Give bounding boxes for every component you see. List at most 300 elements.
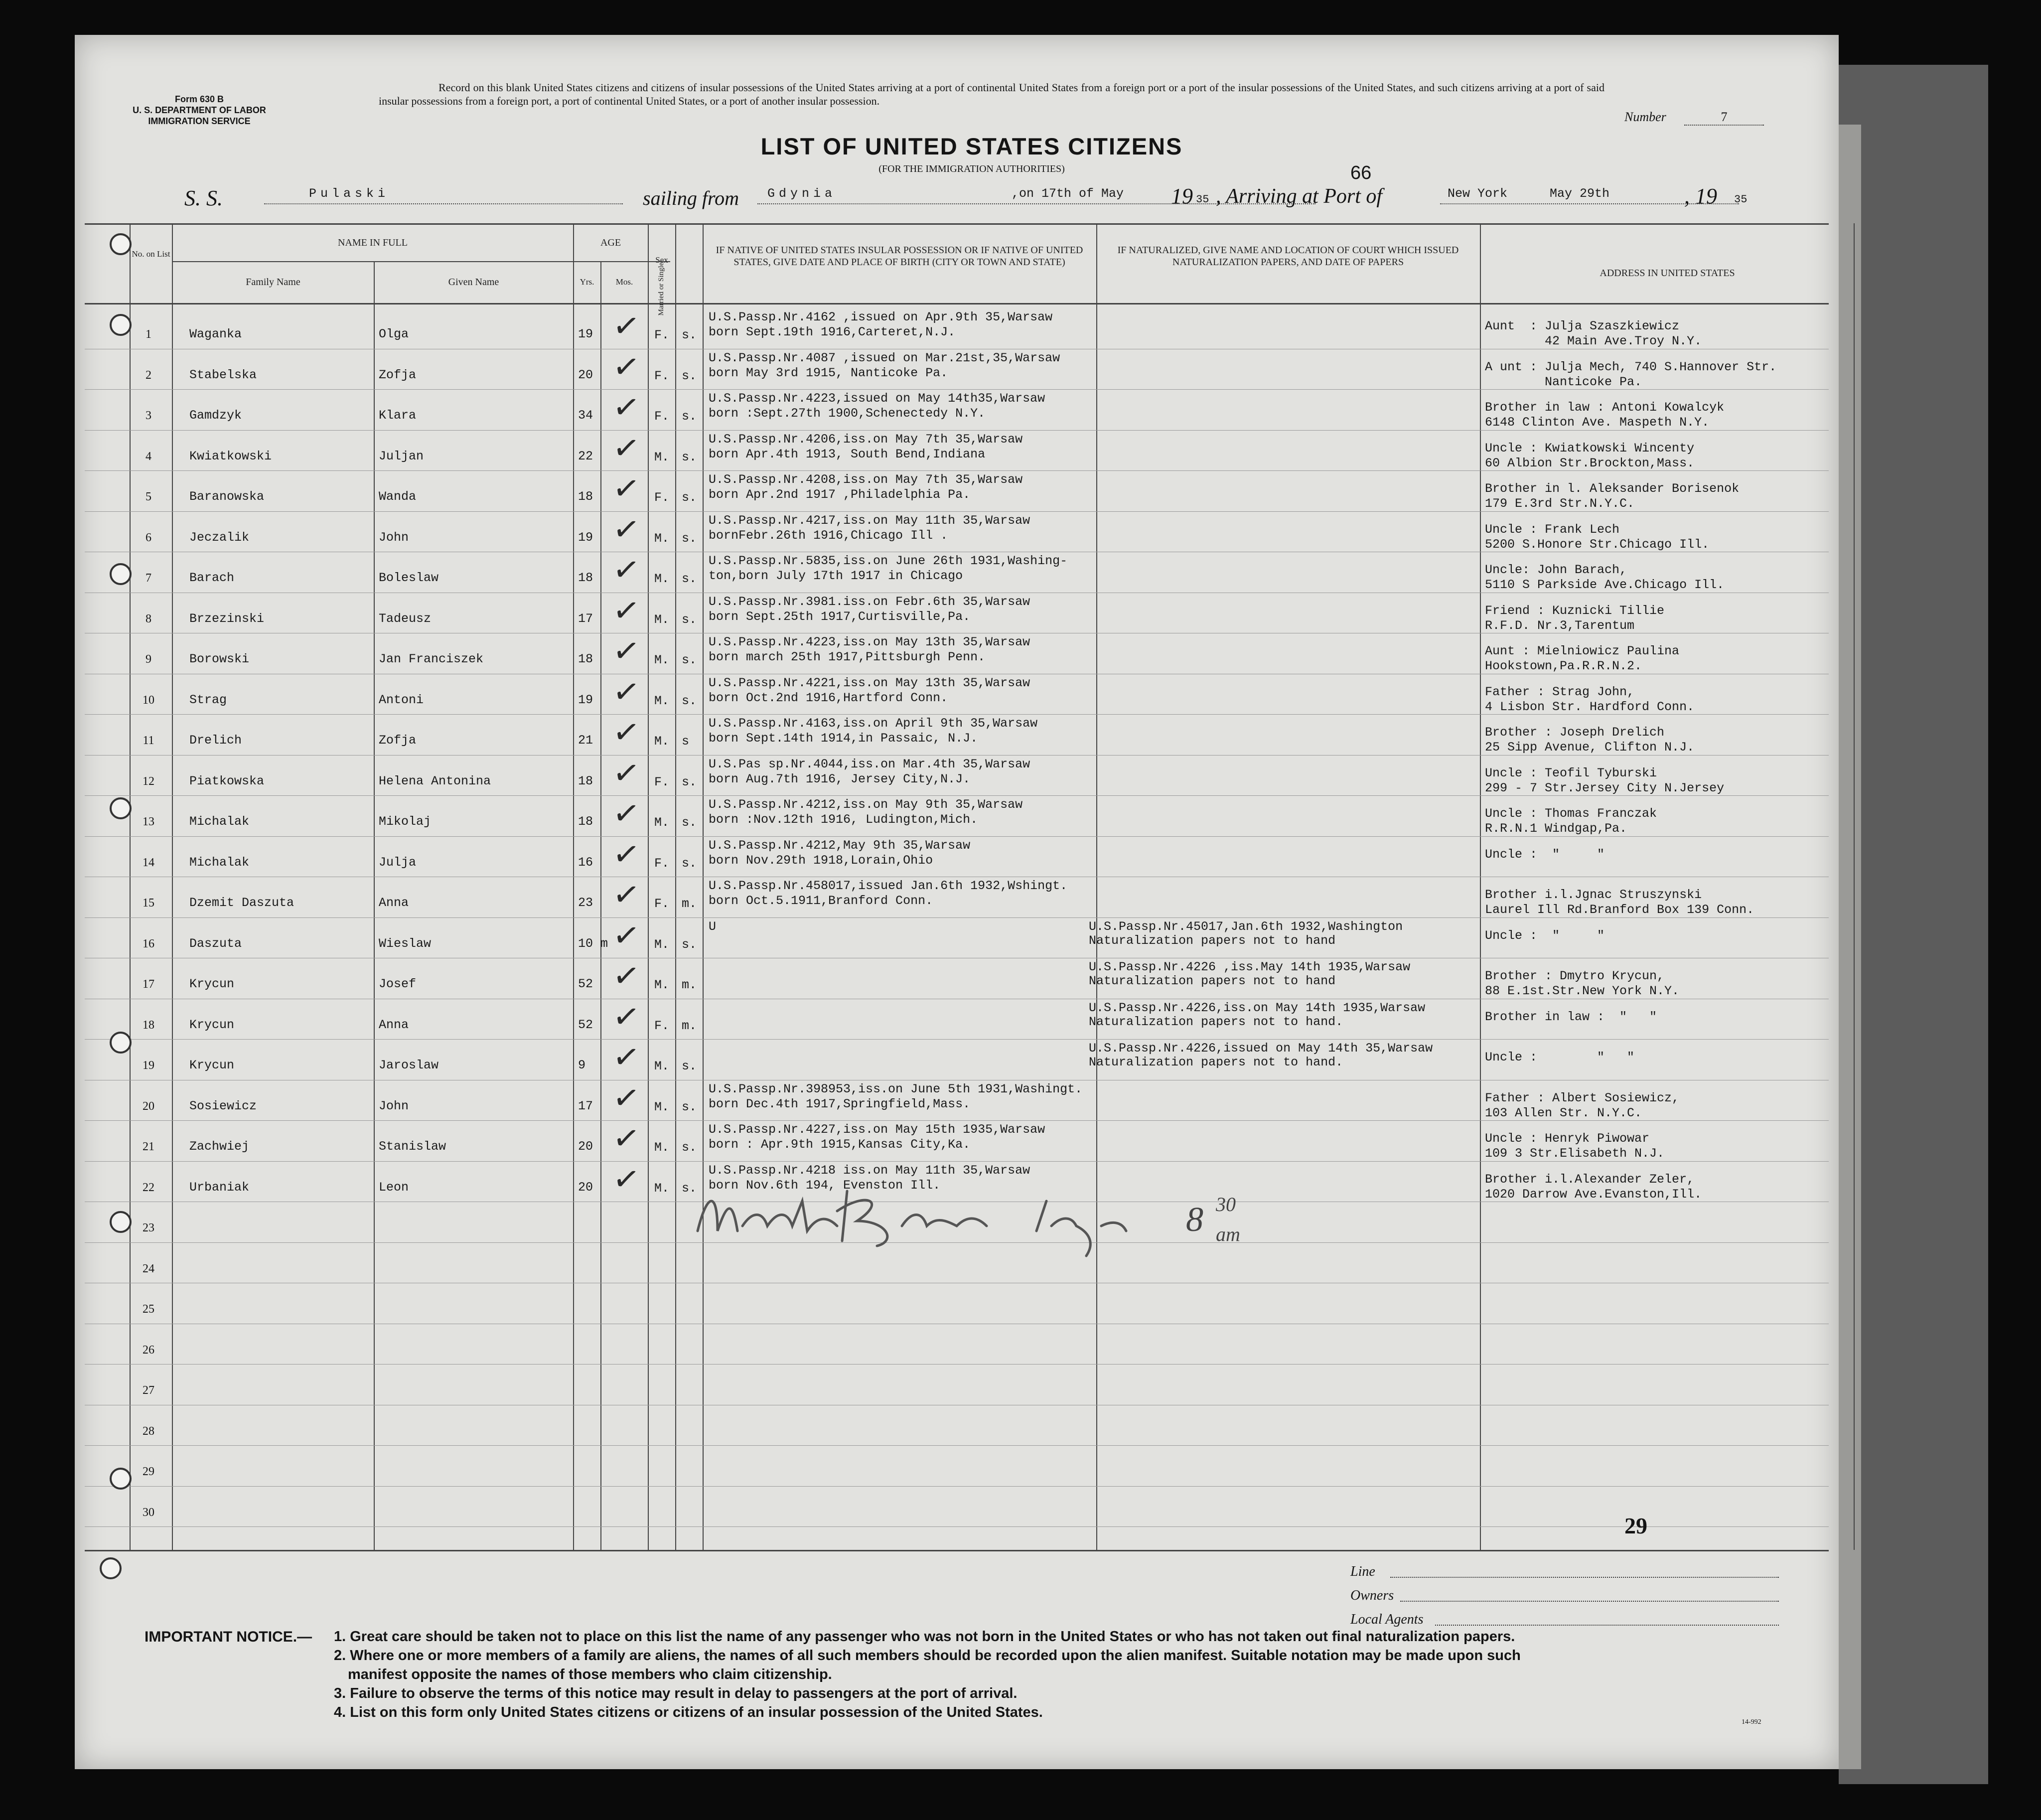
svg-text:30: 30 — [1216, 1193, 1236, 1215]
birth-line-1: U.S.Pas sp.Nr.4044,iss.on Mar.4th 35,Warsaw — [709, 757, 1030, 771]
header-married-single: Married or Single — [657, 262, 665, 316]
row-number: 22 — [143, 1181, 154, 1194]
address-line-2: Laurel Ill Rd.Branford Box 139 Conn. — [1485, 903, 1754, 917]
address-line-2: 299 - 7 Str.Jersey City N.Jersey — [1485, 780, 1725, 795]
age-years: 22 — [578, 449, 593, 463]
family-name: Stabelska — [189, 367, 257, 382]
birth-line-2: ton,born July 17th 1917 in Chicago — [709, 569, 963, 583]
address-line-1: Uncle: John Barach, — [1485, 563, 1627, 577]
age-years: 10 m — [578, 936, 608, 951]
row-number: 5 — [146, 490, 151, 503]
birth-line-2: born Sept.25th 1917,Curtisville,Pa. — [709, 609, 971, 624]
number-value: 7 — [1684, 110, 1764, 126]
family-name: Baranowska — [189, 489, 265, 504]
family-name: Dzemit Daszuta — [189, 896, 294, 910]
check-mark: ✓ — [610, 550, 642, 591]
birth-line-2: born :Sept.27th 1900,Schenectedy N.Y. — [709, 406, 986, 421]
age-years: 17 — [578, 1098, 593, 1113]
page-title: LIST OF UNITED STATES CITIZENS — [760, 133, 1183, 159]
family-name: Waganka — [189, 327, 242, 341]
given-name: Mikolaj — [379, 814, 432, 829]
birth-line-1: U.S.Passp.Nr.398953,iss.on June 5th 1931,Washingt. — [709, 1081, 1083, 1096]
age-years: 20 — [578, 1180, 593, 1195]
given-name: Wieslaw — [379, 936, 432, 951]
naturalization-line-1: U.S.Passp.Nr.45017,Jan.6th 1932,Washington — [1089, 919, 1403, 934]
notice-item-3: 3. Failure to observe the terms of this notice may result in delay to passengers at the port of arrival. — [334, 1685, 1018, 1701]
empty-row — [75, 1283, 1839, 1324]
birth-line-2: born Oct.2nd 1916,Hartford Conn. — [709, 690, 948, 705]
naturalization-line-2: Naturalization papers not to hand — [1089, 933, 1336, 948]
given-name: John — [379, 1098, 409, 1113]
address-line-1: Uncle : Frank Lech — [1485, 522, 1620, 537]
birth-line-2: born :Nov.12th 1916, Ludington,Mich. — [709, 812, 978, 827]
birth-line-2: born march 25th 1917,Pittsburgh Penn. — [709, 650, 986, 664]
address-line-1: Uncle : " " — [1485, 847, 1605, 862]
sex: M. — [654, 937, 670, 952]
row-number: 17 — [143, 978, 154, 991]
notice-item-2-cont: manifest opposite the names of those members who claim citizenship. — [348, 1667, 832, 1682]
header-naturalized: IF NATURALIZED, GIVE NAME AND LOCATION OF COURT WHICH ISSUED NATURALIZATION PAPERS, AND DATE OF PAPERS — [1117, 245, 1459, 268]
check-mark: ✓ — [610, 753, 642, 793]
marital-status: s. — [682, 572, 697, 586]
given-name: Wanda — [379, 489, 417, 504]
naturalization-line-1: U.S.Passp.Nr.4226,iss.on May 14th 1935,Warsaw — [1089, 1000, 1426, 1015]
table-row — [75, 755, 1839, 796]
row-number: 9 — [146, 653, 151, 666]
family-name: Michalak — [189, 855, 250, 870]
family-name: Daszuta — [189, 936, 242, 951]
check-mark: ✓ — [610, 793, 642, 834]
birth-line-2: born : Apr.9th 1915,Kansas City,Ka. — [709, 1137, 971, 1152]
row-number: 26 — [143, 1343, 154, 1357]
svg-text:am: am — [1216, 1223, 1240, 1245]
row-number: 1 — [146, 328, 151, 341]
address-line-1: A unt : Julja Mech, 740 S.Hannover Str. — [1485, 359, 1777, 374]
marital-status: m. — [682, 897, 697, 911]
age-years: 19 — [578, 692, 593, 707]
row-number: 4 — [146, 450, 151, 463]
row-number: 12 — [143, 774, 154, 788]
given-name: Jaroslaw — [379, 1058, 439, 1072]
given-name: Jan Franciszek — [379, 652, 484, 666]
address-line-2: 4 Lisbon Str. Hardford Conn. — [1485, 699, 1695, 714]
sex: M. — [654, 693, 670, 708]
address-line-2: 5200 S.Honore Str.Chicago Ill. — [1485, 537, 1710, 552]
check-mark: ✓ — [610, 631, 642, 672]
row-number: 27 — [143, 1384, 154, 1397]
family-name: Gamdzyk — [189, 408, 242, 423]
check-mark: ✓ — [610, 672, 642, 712]
row-number: 16 — [143, 937, 154, 950]
marital-status: s. — [682, 612, 697, 627]
age-years: 19 — [578, 327, 593, 341]
row-number: 30 — [143, 1506, 154, 1519]
marital-status: s. — [682, 490, 697, 505]
sex: F. — [654, 328, 670, 342]
birth-line-1: U.S.Passp.Nr.4087 ,issued on Mar.21st,35,Warsaw — [709, 350, 1060, 365]
empty-row — [75, 1405, 1839, 1446]
table-row — [75, 836, 1839, 877]
family-name: Krycun — [189, 1017, 235, 1032]
address-line-1: Uncle : Kwiatkowski Wincenty — [1485, 441, 1695, 455]
inspector-signature — [688, 1171, 1335, 1266]
family-name: Zachwiej — [189, 1139, 250, 1154]
row-number: 10 — [143, 693, 154, 707]
address-line-1: Brother i.l.Jgnac Struszynski — [1485, 888, 1702, 902]
sex: M. — [654, 1099, 670, 1114]
form-code: 14-992 — [1742, 1718, 1761, 1726]
check-mark: ✓ — [610, 509, 642, 550]
department-name: U. S. DEPARTMENT OF LABOR — [133, 105, 266, 115]
birth-line-1: U.S.Passp.Nr.3981.iss.on Febr.6th 35,Warsaw — [709, 594, 1030, 609]
birth-line-1: U.S.Passp.Nr.458017,issued Jan.6th 1932,Wshingt. — [709, 879, 1068, 893]
table-row — [75, 470, 1839, 511]
check-mark: ✓ — [610, 956, 642, 997]
marital-status: s. — [682, 856, 697, 871]
address-line-1: Uncle : Henryk Piwowar — [1485, 1131, 1650, 1146]
sex: M. — [654, 572, 670, 586]
age-years: 20 — [578, 1139, 593, 1154]
row-number: 15 — [143, 897, 154, 910]
row-number: 14 — [143, 856, 154, 869]
header-age: AGE — [600, 237, 621, 248]
header-name-in-full: NAME IN FULL — [338, 237, 408, 248]
marital-status: s. — [682, 1059, 697, 1073]
check-mark: ✓ — [610, 387, 642, 428]
sex: F. — [654, 490, 670, 505]
marital-status: s. — [682, 450, 697, 464]
address-line-2: 5110 S Parkside Ave.Chicago Ill. — [1485, 578, 1725, 592]
given-name: Antoni — [379, 692, 424, 707]
family-name: Kwiatkowski — [189, 449, 272, 463]
given-name: Tadeusz — [379, 611, 432, 626]
table-row — [75, 714, 1839, 755]
table-row — [75, 511, 1839, 552]
given-name: Klara — [379, 408, 417, 423]
row-number: 13 — [143, 815, 154, 828]
address-line-2: 109 3 Str.Elisabeth N.J. — [1485, 1146, 1665, 1161]
age-years: 18 — [578, 814, 593, 829]
page-number: 29 — [1624, 1513, 1647, 1538]
table-row — [75, 349, 1839, 390]
given-name: Zofja — [379, 367, 417, 382]
family-name: Borowski — [189, 652, 250, 666]
check-mark: ✓ — [610, 834, 642, 875]
address-line-1: Uncle : " " — [1485, 1050, 1635, 1064]
local-agents-label: Local Agents — [1350, 1612, 1424, 1627]
family-name: Sosiewicz — [189, 1098, 257, 1113]
svg-text:8: 8 — [1186, 1201, 1203, 1239]
given-name: John — [379, 530, 409, 545]
check-mark: ✓ — [610, 915, 642, 956]
marital-status: s. — [682, 693, 697, 708]
punch-hole — [110, 563, 132, 585]
address-line-2: 6148 Clinton Ave. Maspeth N.Y. — [1485, 415, 1710, 430]
birth-line-2: born Oct.5.1911,Branford Conn. — [709, 894, 933, 908]
notice-item-1: 1. Great care should be taken not to place on this list the name of any passenger who was not born in the United States or who has not taken out final naturalization papers. — [334, 1629, 1515, 1645]
marital-status: s. — [682, 1181, 697, 1196]
birth-line-2: bornFebr.26th 1916,Chicago Ill . — [709, 528, 948, 543]
age-years: 17 — [578, 611, 593, 626]
naturalization-line-2: Naturalization papers not to hand. — [1089, 1055, 1343, 1069]
address-line-2: 25 Sipp Avenue, Clifton N.J. — [1485, 740, 1695, 755]
naturalization-line-1: U.S.Passp.Nr.4226,issued on May 14th 35,Warsaw — [1089, 1041, 1433, 1056]
check-mark: ✓ — [610, 1078, 642, 1118]
birth-line-1: U.S.Passp.Nr.4212,iss.on May 9th 35,Warsaw — [709, 797, 1023, 812]
age-years: 23 — [578, 896, 593, 910]
year2-prefix: , 19 — [1684, 184, 1717, 208]
sex: F. — [654, 1018, 670, 1033]
ship-name: Pulaski — [309, 186, 390, 201]
marital-status: s. — [682, 937, 697, 952]
punch-hole — [110, 1211, 132, 1233]
punch-hole — [110, 1468, 132, 1490]
row-number: 21 — [143, 1140, 154, 1153]
age-years: 19 — [578, 530, 593, 545]
family-name: Drelich — [189, 733, 242, 748]
check-mark: ✓ — [610, 306, 642, 347]
form-identifier — [105, 94, 294, 127]
family-name: Piatkowska — [189, 773, 265, 788]
check-mark: ✓ — [610, 712, 642, 753]
table-row — [75, 674, 1839, 715]
address-line-2: 179 E.3rd Str.N.Y.C. — [1485, 496, 1635, 511]
header-months: Mos. — [615, 277, 633, 287]
row-number: 2 — [146, 368, 151, 382]
given-name: Anna — [379, 896, 409, 910]
arriving-label: , Arriving at Port of — [1216, 185, 1383, 208]
date-from: ,on 17th of May — [1012, 186, 1124, 201]
address-line-2: 60 Albion Str.Brockton,Mass. — [1485, 455, 1695, 470]
punch-hole — [110, 1032, 132, 1054]
age-years: 52 — [578, 977, 593, 991]
family-name: Krycun — [189, 977, 235, 991]
marital-status: s. — [682, 1140, 697, 1155]
marital-status: s. — [682, 774, 697, 789]
punch-hole — [100, 1557, 122, 1579]
punch-hole — [110, 233, 132, 255]
birth-line-1: U.S.Passp.Nr.4227,iss.on May 15th 1935,Warsaw — [709, 1122, 1045, 1137]
marital-status: m. — [682, 1018, 697, 1033]
check-mark: ✓ — [610, 347, 642, 387]
check-mark: ✓ — [610, 428, 642, 468]
address-line-1: Uncle : " " — [1485, 928, 1605, 943]
table-row — [75, 958, 1839, 999]
age-years: 18 — [578, 773, 593, 788]
family-name: Krycun — [189, 1058, 235, 1072]
birth-line-2: born Nov.29th 1918,Lorain,Ohio — [709, 853, 933, 868]
table-row — [75, 593, 1839, 633]
birth-line-1: U.S.Passp.Nr.4206,iss.on May 7th 35,Warsaw — [709, 432, 1023, 447]
birth-line-2: born Sept.19th 1916,Carteret,N.J. — [709, 325, 956, 339]
table-row — [75, 917, 1839, 958]
row-number: 29 — [143, 1465, 154, 1478]
age-years: 20 — [578, 367, 593, 382]
service-name: IMMIGRATION SERVICE — [148, 116, 251, 126]
signature-text: United Kingdom Insp 8 30 am — [688, 1171, 694, 1172]
table-row — [75, 877, 1839, 917]
header-given-name: Given Name — [448, 277, 499, 288]
sex: M. — [654, 1140, 670, 1155]
handwritten-mark: 66 — [1350, 162, 1372, 183]
birth-line-1: U.S.Passp.Nr.4162 ,issued on Apr.9th 35,Warsaw — [709, 310, 1053, 324]
address-line-1: Father : Albert Sosiewicz, — [1485, 1090, 1680, 1105]
sex: M. — [654, 1181, 670, 1196]
table-row — [75, 1080, 1839, 1121]
address-line-2: R.F.D. Nr.3,Tarentum — [1485, 618, 1635, 633]
owners-label: Owners — [1350, 1588, 1394, 1603]
marital-status: s. — [682, 328, 697, 342]
address-line-2: 103 Allen Str. N.Y.C. — [1485, 1105, 1642, 1120]
manifest-page — [75, 35, 1839, 1769]
address-line-1: Brother in l. Aleksander Borisenok — [1485, 481, 1740, 496]
address-line-1: Aunt : Julja Szaszkiewicz — [1485, 319, 1680, 333]
notice-item-4: 4. List on this form only United States citizens or citizens of an insular possession of the United States. — [334, 1704, 1043, 1720]
given-name: Juljan — [379, 449, 424, 463]
header-years: Yrs. — [580, 277, 594, 287]
birth-line-2: born Dec.4th 1917,Springfield,Mass. — [709, 1096, 971, 1111]
marital-status: s. — [682, 368, 697, 383]
punch-hole — [110, 797, 132, 819]
row-number: 8 — [146, 612, 151, 625]
check-mark: ✓ — [610, 1118, 642, 1159]
sex: F. — [654, 897, 670, 911]
address-line-1: Brother in law : " " — [1485, 1009, 1657, 1024]
table-row — [75, 430, 1839, 471]
row-number: 7 — [146, 572, 151, 585]
naturalization-line-2: Naturalization papers not to hand. — [1089, 1014, 1343, 1029]
address-line-1: Uncle : Thomas Franczak — [1485, 806, 1657, 821]
row-number: 18 — [143, 1018, 154, 1032]
given-name: Boleslaw — [379, 571, 439, 585]
naturalization-line-1: U.S.Passp.Nr.4226 ,iss.May 14th 1935,Warsaw — [1089, 960, 1411, 974]
birth-line-1: U.S.Passp.Nr.4223,iss.on May 13th 35,Warsaw — [709, 635, 1030, 649]
notice-item-2: 2. Where one or more members of a family are aliens, the names of all such members should be recorded upon the alien manifest. Suitable notation may be made upon such — [334, 1648, 1521, 1664]
table-row — [75, 1120, 1839, 1161]
sex: M. — [654, 734, 670, 749]
year-prefix: 19 — [1171, 184, 1193, 208]
row-number: 11 — [143, 734, 154, 747]
marital-status: s. — [682, 815, 697, 830]
marital-status: s. — [682, 531, 697, 546]
empty-row — [75, 1445, 1839, 1486]
table-row — [75, 552, 1839, 593]
age-years: 9 — [578, 1058, 586, 1072]
family-name: Jeczalik — [189, 530, 250, 545]
birth-line-2: born Sept.14th 1914,in Passaic, N.J. — [709, 731, 978, 746]
check-mark: ✓ — [610, 1037, 642, 1078]
table-row — [75, 308, 1839, 349]
empty-row — [75, 1364, 1839, 1405]
marital-status: s. — [682, 653, 697, 667]
table-row — [75, 633, 1839, 674]
sex: F. — [654, 409, 670, 424]
table-row — [75, 389, 1839, 430]
marital-status: s — [682, 734, 690, 749]
marital-status: s. — [682, 1099, 697, 1114]
header-family-name: Family Name — [246, 277, 300, 288]
port-from: Gdynia — [767, 186, 837, 201]
row-number: 24 — [143, 1262, 154, 1275]
address-line-1: Brother : Joseph Drelich — [1485, 725, 1665, 740]
birth-line-1: U.S.Passp.Nr.4163,iss.on April 9th 35,Warsaw — [709, 716, 1038, 731]
given-name: Zofja — [379, 733, 417, 748]
address-line-1: Friend : Kuznicki Tillie — [1485, 603, 1665, 618]
birth-line-1: U.S.Passp.Nr.4218 iss.on May 11th 35,Warsaw — [709, 1163, 1030, 1178]
back-sheet — [1839, 65, 1988, 1784]
sex: M. — [654, 1059, 670, 1073]
age-years: 18 — [578, 652, 593, 666]
table-row — [75, 999, 1839, 1040]
family-name: Brzezinski — [189, 611, 265, 626]
number-label: Number — [1624, 110, 1666, 124]
family-name: Strag — [189, 692, 227, 707]
address-line-2: 88 E.1st.Str.New York N.Y. — [1485, 984, 1680, 998]
address-line-2: 42 Main Ave.Troy N.Y. — [1485, 334, 1702, 348]
birth-line-1: U.S.Passp.Nr.4221,iss.on May 13th 35,Warsaw — [709, 675, 1030, 690]
address-line-2: Nanticoke Pa. — [1485, 374, 1642, 389]
check-mark: ✓ — [610, 1159, 642, 1200]
table-row — [75, 1039, 1839, 1080]
address-line-1: Father : Strag John, — [1485, 684, 1635, 699]
form-instructions: Record on this blank United States citizens and citizens of insular possessions of the United States arriving at a port of continental United States from a foreign port or a port of the insular possessions of the United States, and such citizens arriving at a port of said insular possessions from a foreign port, a port of continental United States, or a port of another insular possession. — [379, 81, 1604, 107]
birth-line-1: U.S.Passp.Nr.4212,May 9th 35,Warsaw — [709, 838, 971, 853]
birth-line-2: born Aug.7th 1916, Jersey City,N.J. — [709, 771, 971, 786]
birth-line-1: U.S.Passp.Nr.5835,iss.on June 26th 1931,Washing- — [709, 554, 1068, 568]
header-no: No. on List — [132, 249, 170, 259]
family-name: Urbaniak — [189, 1180, 250, 1195]
sex: M. — [654, 978, 670, 992]
age-years: 18 — [578, 489, 593, 504]
date-to: May 29th — [1550, 186, 1610, 201]
marital-status: m. — [682, 978, 697, 992]
ss-label: S. S. — [184, 186, 223, 210]
row-number: 28 — [143, 1424, 154, 1438]
address-line-1: Brother : Dmytro Krycun, — [1485, 969, 1665, 983]
row-number: 6 — [146, 531, 151, 544]
empty-row — [75, 1324, 1839, 1365]
address-line-2: Hookstown,Pa.R.R.N.2. — [1485, 659, 1642, 673]
punch-hole — [110, 314, 132, 336]
year2-suffix: 35 — [1734, 193, 1748, 206]
birth-line-2: born Apr.2nd 1917 ,Philadelphia Pa. — [709, 487, 971, 502]
age-years: 18 — [578, 571, 593, 585]
check-mark: ✓ — [610, 875, 642, 915]
row-number: 23 — [143, 1221, 154, 1234]
age-years: 16 — [578, 855, 593, 870]
row-number: 25 — [143, 1303, 154, 1316]
address-line-2: 1020 Darrow Ave.Evanston,Ill. — [1485, 1187, 1702, 1202]
sex: M. — [654, 815, 670, 830]
given-name: Josef — [379, 977, 417, 991]
check-mark: ✓ — [610, 591, 642, 631]
family-name: Michalak — [189, 814, 250, 829]
table-row — [75, 795, 1839, 836]
birth-line-1: U — [709, 919, 717, 934]
birth-line-2: born May 3rd 1915, Nanticoke Pa. — [709, 365, 948, 380]
form-number: Form 630 B — [174, 94, 224, 104]
sex: M. — [654, 653, 670, 667]
sex: F. — [654, 368, 670, 383]
check-mark: ✓ — [610, 997, 642, 1037]
empty-row — [75, 1486, 1839, 1527]
marital-status: s. — [682, 409, 697, 424]
header-birth: IF NATIVE OF UNITED STATES INSULAR POSSESSION OR IF NATIVE OF UNITED STATES, GIVE DATE AND PLACE OF BIRTH (CITY OR TOWN AND STATE) — [716, 245, 1083, 268]
sex: M. — [654, 531, 670, 546]
age-years: 34 — [578, 408, 593, 423]
line-label: Line — [1350, 1564, 1375, 1579]
sex: F. — [654, 856, 670, 871]
